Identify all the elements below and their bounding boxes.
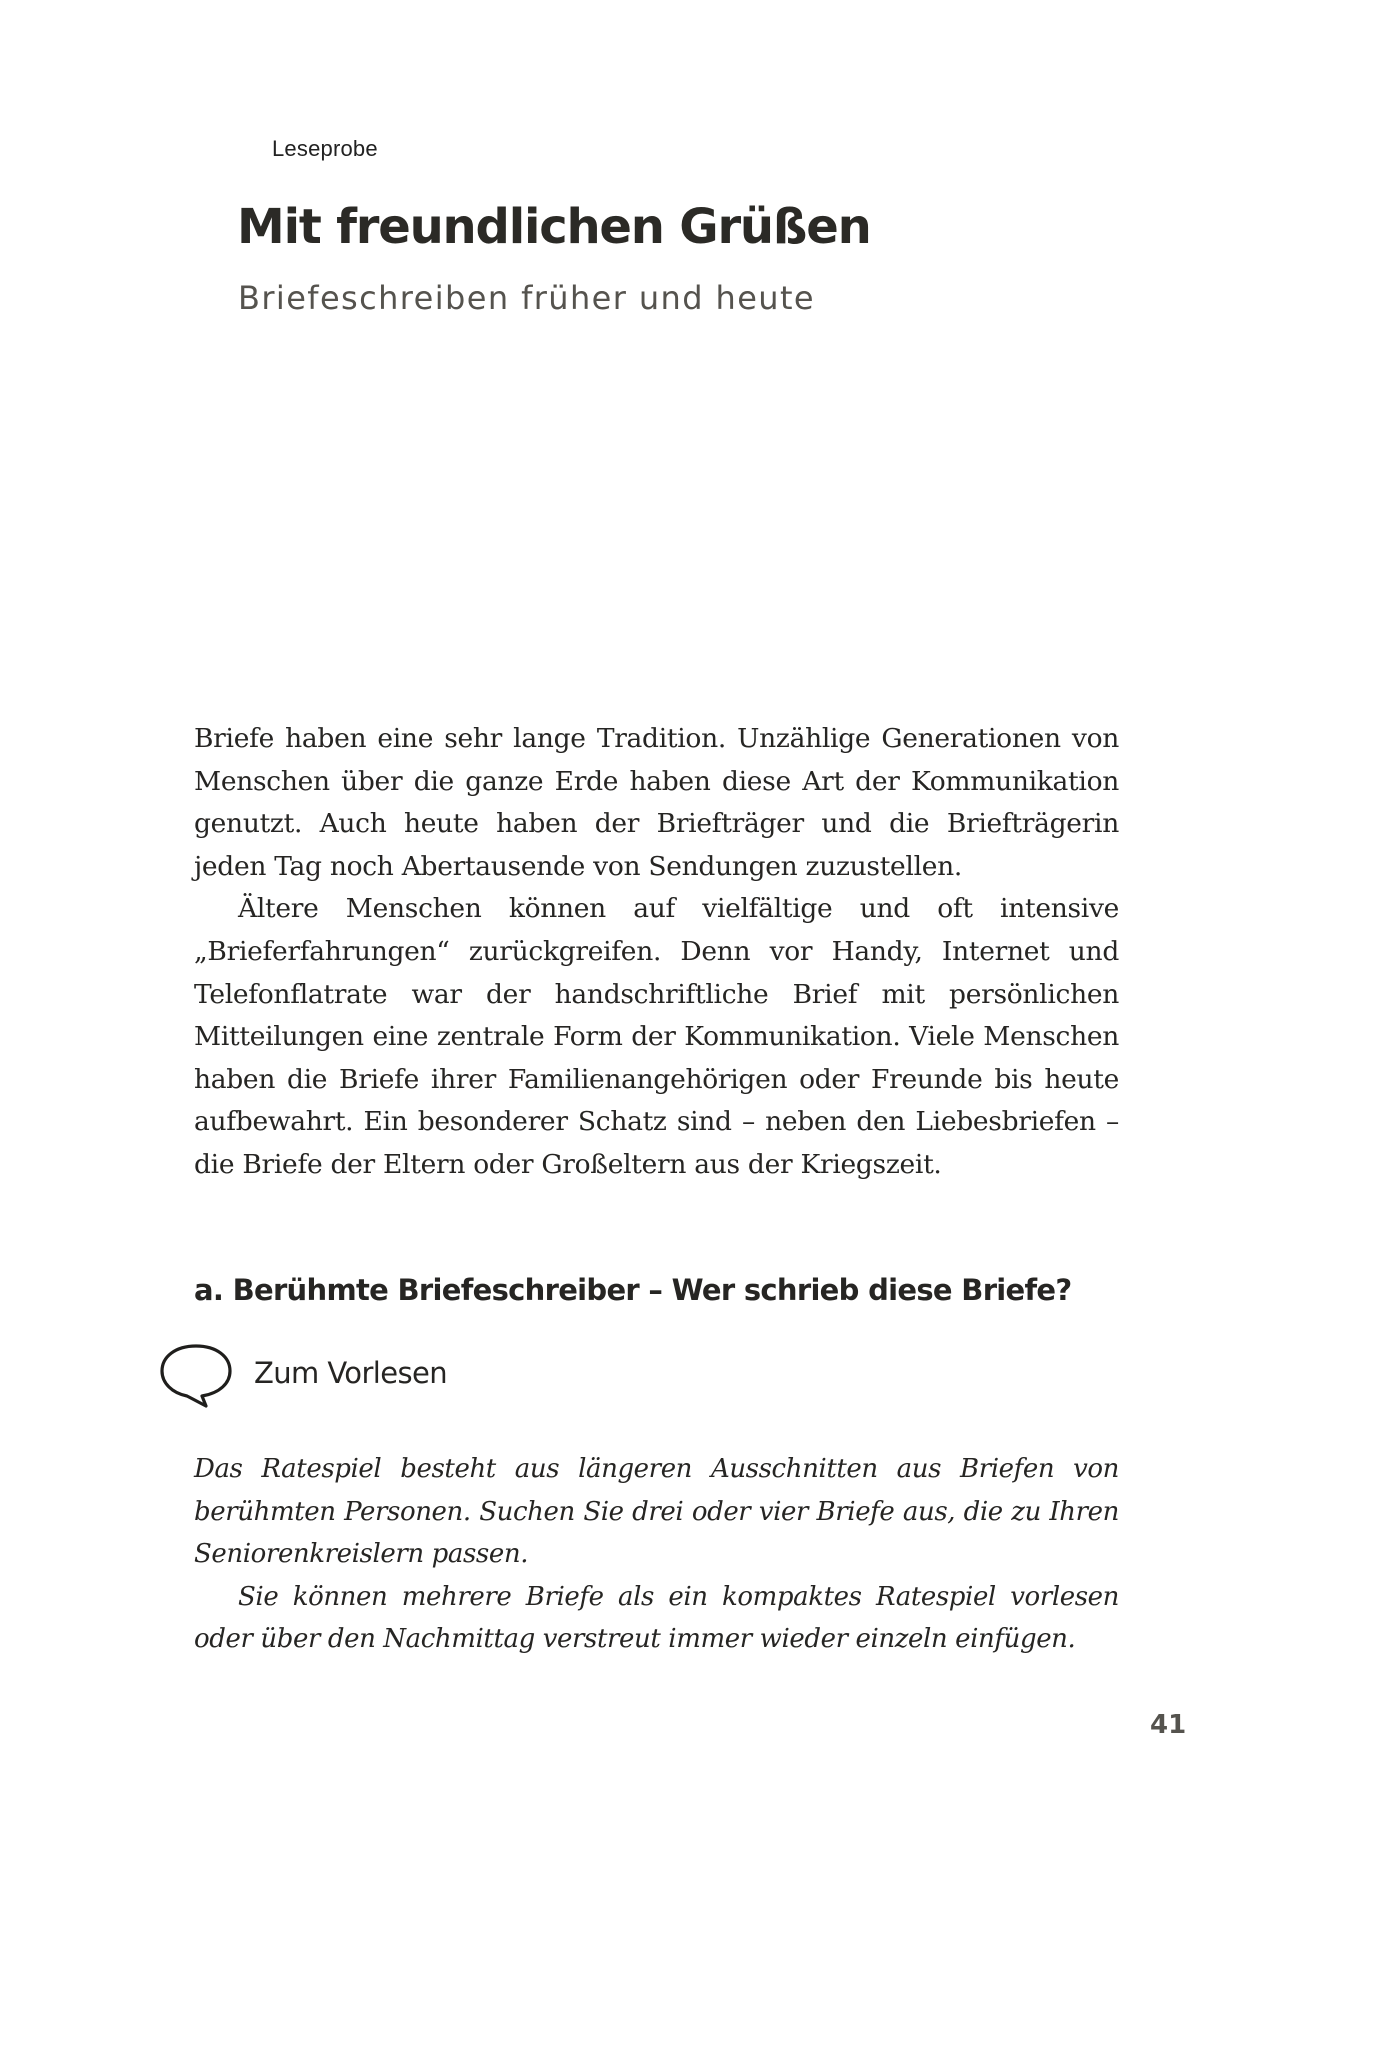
speech-bubble-icon bbox=[158, 1342, 234, 1412]
section-heading: a. Berühmte Briefeschreiber – Wer schrieb diese Briefe? bbox=[194, 1273, 1072, 1307]
chapter-title: Mit freundlichen Grüßen bbox=[237, 199, 871, 255]
intro-paragraph-1: Briefe haben eine sehr lange Tradition. Unzählige Generationen von Menschen über die ganze Erde haben diese Art der Kommunikation genutzt. Auch heute haben der Briefträger und die Briefträgerin jeden Tag noch Abertausende von Sendungen zuzustellen. bbox=[194, 723, 1119, 882]
chapter-subtitle: Briefeschreiben früher und heute bbox=[238, 279, 816, 317]
intro-text bbox=[194, 718, 1119, 1187]
preview-label: Leseprobe bbox=[272, 136, 378, 161]
instruction-paragraph-1: Das Ratespiel besteht aus längeren Ausschnitten aus Briefen von berühmten Personen. Suchen Sie drei oder vier Briefe aus, die zu Ihren Seniorenkreislern passen. bbox=[194, 1454, 1119, 1570]
instruction-paragraph-2: Sie können mehrere Briefe als ein kompaktes Ratespiel vorlesen oder über den Nachmittag verstreut immer wieder einzeln einfügen. bbox=[194, 1581, 1119, 1655]
read-aloud-marker bbox=[158, 1342, 558, 1412]
instruction-text bbox=[194, 1448, 1119, 1661]
intro-paragraph-2: Ältere Menschen können auf vielfältige und oft intensive „Brieferfahrungen“ zurückgreifen. Denn vor Handy, Internet und Telefonflatrate war der handschriftliche Brief mit persönlichen Mitteilungen eine zentrale Form der Kommunikation. Viele Menschen haben die Briefe ihrer Familienangehörigen oder Freunde bis heute aufbewahrt. Ein besonderer Schatz sind – neben den Liebesbriefen – die Briefe der Eltern oder Großeltern aus der Kriegszeit. bbox=[194, 893, 1119, 1180]
read-aloud-label: Zum Vorlesen bbox=[254, 1356, 447, 1390]
page-number: 41 bbox=[1150, 1710, 1187, 1740]
